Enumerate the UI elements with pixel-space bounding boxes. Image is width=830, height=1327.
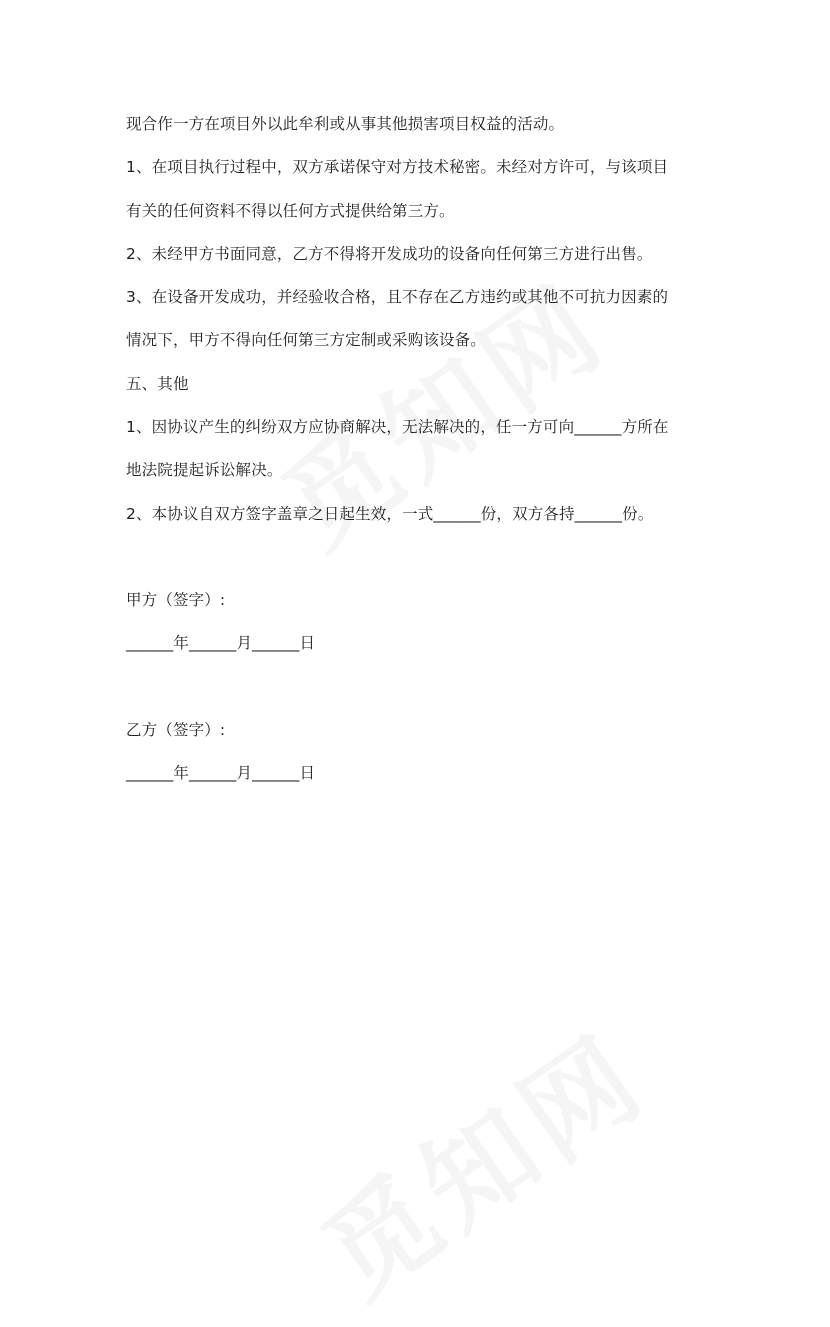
paragraph-line: 情况下，甲方不得向任何第三方定制或采购该设备。	[126, 331, 486, 349]
paragraph-line: 1、因协议产生的纠纷双方应协商解决，无法解决的，任一方可向______方所在	[126, 418, 669, 436]
paragraph-line: 1、在项目执行过程中，双方承诺保守对方技术秘密。未经对方许可，与该项目	[126, 158, 669, 176]
party-a-date-line: ______年______月______日	[126, 634, 316, 652]
paragraph-line: 2、本协议自双方签字盖章之日起生效，一式______份，双方各持______份。	[126, 505, 654, 523]
party-a-signature-label: 甲方（签字）:	[126, 591, 226, 609]
watermark	[287, 991, 673, 1327]
paragraph-line: 2、未经甲方书面同意，乙方不得将开发成功的设备向任何第三方进行出售。	[126, 245, 653, 263]
paragraph-line: 有关的任何资料不得以任何方式提供给第三方。	[126, 202, 455, 220]
paragraph-line: 3、在设备开发成功，并经验收合格，且不存在乙方违约或其他不可抗力因素的	[126, 288, 669, 306]
section-heading: 五、其他	[126, 375, 189, 393]
paragraph-line: 地法院提起诉讼解决。	[126, 461, 283, 479]
party-b-date-line: ______年______月______日	[126, 764, 316, 782]
paragraph-line: 现合作一方在项目外以此牟利或从事其他损害项目权益的活动。	[126, 115, 565, 133]
party-b-signature-label: 乙方（签字）:	[126, 721, 226, 739]
